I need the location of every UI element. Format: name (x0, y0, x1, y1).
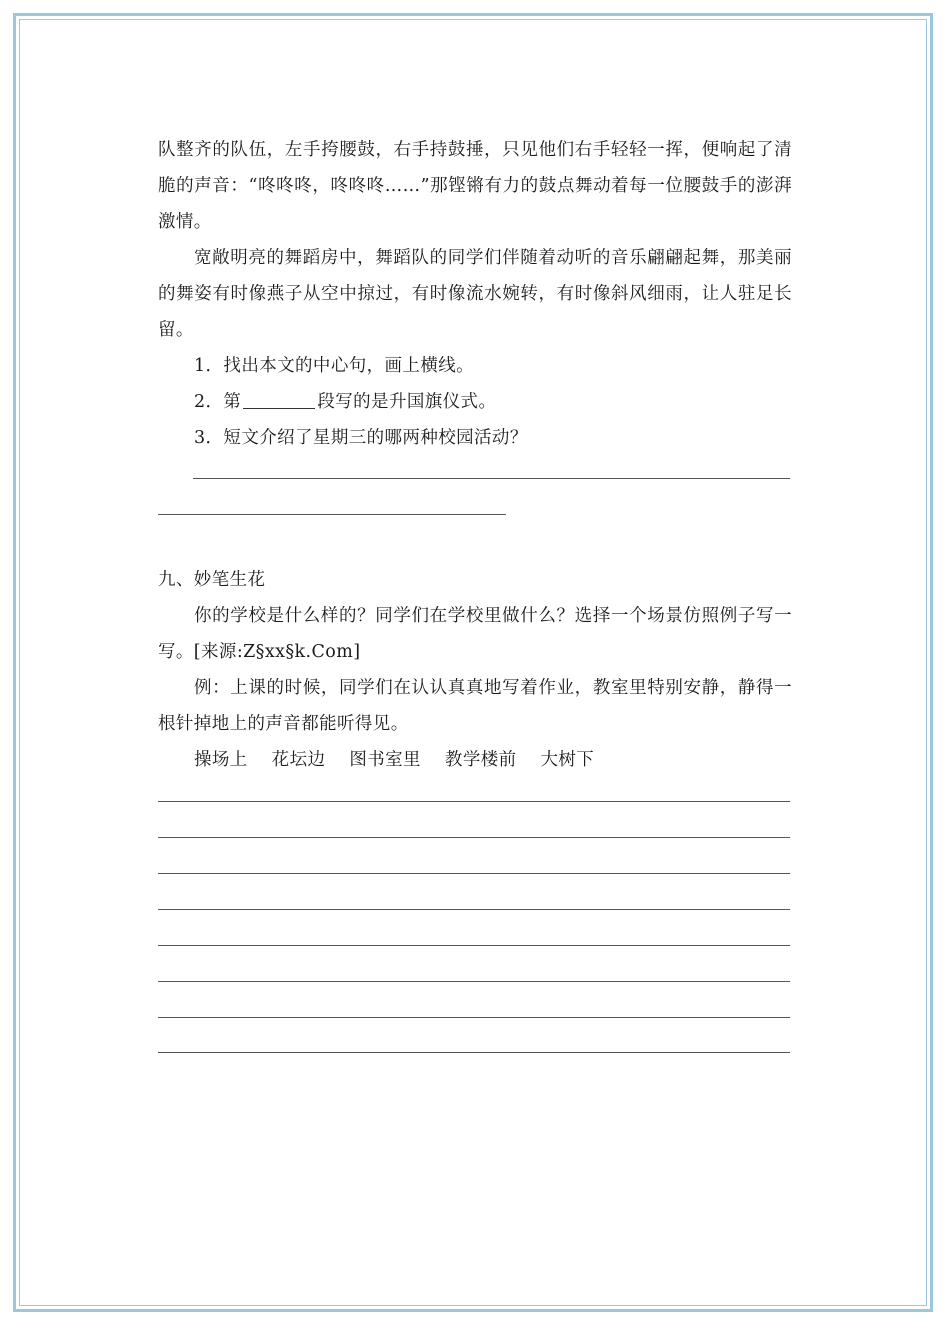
section-9 (158, 562, 792, 778)
question-2 (158, 384, 792, 420)
writing-line[interactable] (158, 801, 790, 802)
answer-line[interactable] (193, 478, 790, 479)
question-2-suffix: 段写的是升国旗仪式。 (317, 392, 497, 412)
place-option: 花坛边 (271, 750, 326, 770)
question-2-prefix: 2．第 (194, 392, 242, 412)
writing-line[interactable] (158, 873, 790, 874)
writing-line[interactable] (158, 1052, 790, 1053)
answer-line[interactable] (158, 514, 506, 515)
writing-prompt: 你的学校是什么样的？同学们在学校里做什么？选择一个场景仿照例子写一写。[来源:Z§xx§k.Com] (158, 606, 792, 662)
place-option: 图书室里 (349, 750, 421, 770)
answer-blank-paragraph-number[interactable] (243, 388, 315, 409)
question-1: 1．找出本文的中心句，画上横线。 (194, 356, 475, 376)
place-options (158, 742, 792, 778)
writing-line[interactable] (158, 945, 790, 946)
place-option: 大树下 (540, 750, 595, 770)
writing-line[interactable] (158, 1017, 790, 1018)
reading-paragraph-drum: 队整齐的队伍，左手挎腰鼓，右手持鼓捶，只见他们右手轻轻一挥，便响起了清脆的声音：“咚咚咚，咚咚咚……”那铿锵有力的鼓点舞动着每一位腰鼓手的澎湃激情。 (158, 140, 792, 232)
question-3: 3．短文介绍了星期三的哪两种校园活动？ (194, 428, 528, 448)
place-option: 操场上 (194, 750, 248, 770)
place-option: 教学楼前 (444, 750, 517, 770)
writing-example: 例：上课的时候，同学们在认认真真地写着作业，教室里特别安静，静得一根针掉地上的声音都能听得见。 (158, 678, 792, 734)
writing-line[interactable] (158, 981, 790, 982)
reading-paragraph-dance: 宽敞明亮的舞蹈房中，舞蹈队的同学们伴随着动听的音乐翩翩起舞，那美丽的舞姿有时像燕子从空中掠过，有时像流水婉转，有时像斜风细雨，让人驻足长留。 (158, 248, 792, 340)
writing-line[interactable] (158, 837, 790, 838)
worksheet-content (158, 132, 792, 456)
writing-line[interactable] (158, 909, 790, 910)
section-heading: 九、妙笔生花 (158, 570, 266, 590)
